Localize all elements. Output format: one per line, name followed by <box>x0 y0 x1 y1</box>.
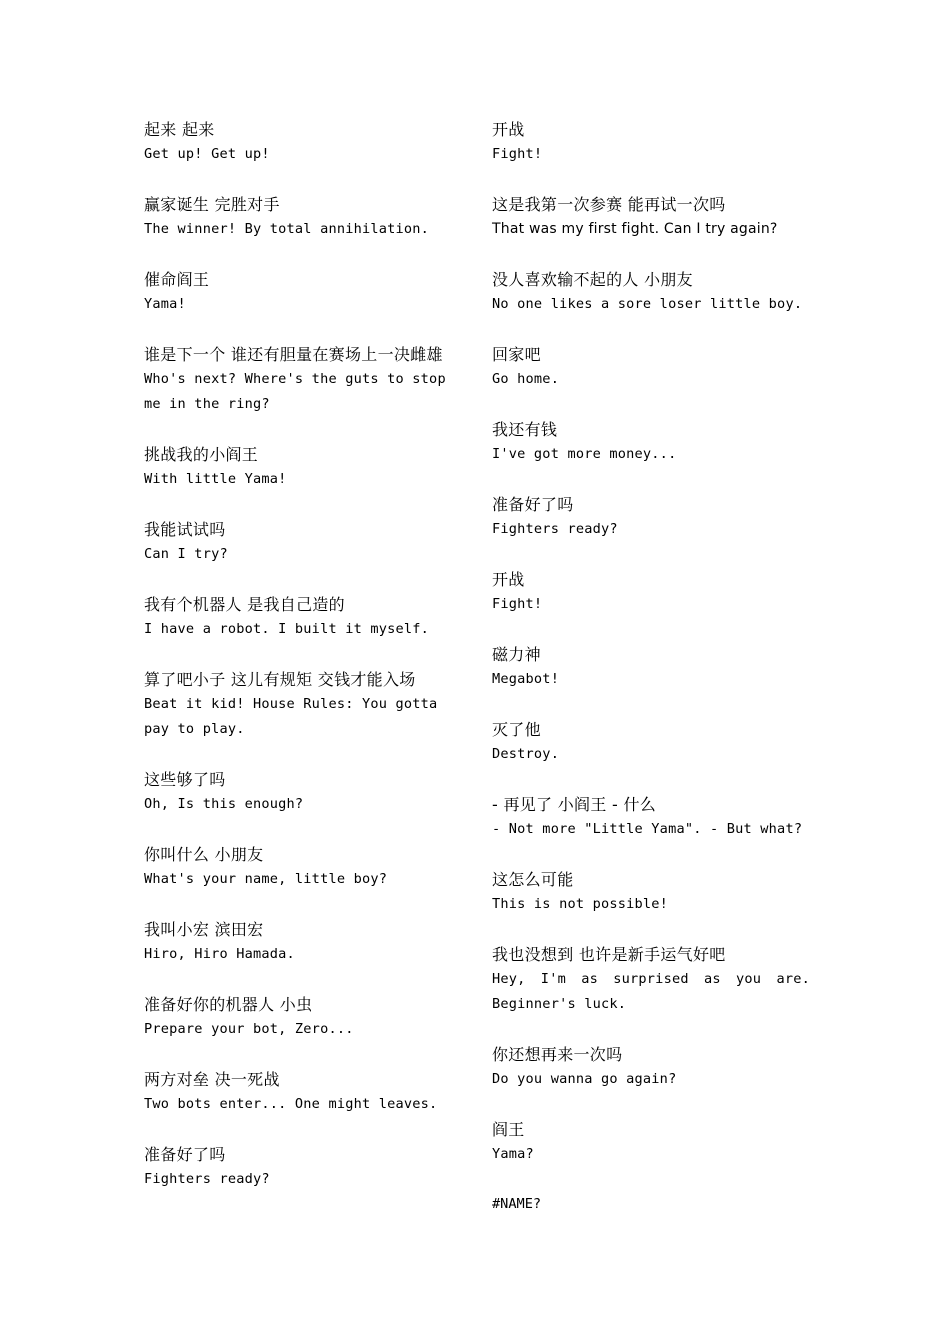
chinese-line: 催命阎王 <box>144 270 210 289</box>
english-line: Destroy. <box>492 746 560 762</box>
chinese-line: 准备好了吗 <box>492 495 574 514</box>
english-line: Prepare your bot, Zero... <box>144 1021 354 1037</box>
english-line: Hey, I'm as surprised as you are. Beginner's luck. <box>492 971 810 1012</box>
subtitle-entry <box>492 117 810 167</box>
english-line: No one likes a sore loser little boy. <box>492 296 803 312</box>
english-line: I've got more money... <box>492 446 677 462</box>
subtitle-entry <box>144 517 462 567</box>
english-line: Yama? <box>492 1146 534 1162</box>
right-column <box>492 117 810 1217</box>
chinese-line: 起来 起来 <box>144 120 215 139</box>
trailing-text: #NAME? <box>492 1196 542 1212</box>
subtitle-entry <box>492 192 810 242</box>
subtitle-entry <box>492 567 810 617</box>
english-line: Yama! <box>144 296 186 312</box>
chinese-line: 我叫小宏 滨田宏 <box>144 920 264 939</box>
english-line: Do you wanna go again? <box>492 1071 677 1087</box>
subtitle-entry <box>144 1142 462 1192</box>
chinese-line: 磁力神 <box>492 645 541 664</box>
english-line: Go home. <box>492 371 560 387</box>
subtitle-entry <box>144 842 462 892</box>
chinese-line: 我还有钱 <box>492 420 558 439</box>
chinese-line: 我有个机器人 是我自己造的 <box>144 595 345 614</box>
subtitle-entry <box>144 117 462 167</box>
subtitle-entry <box>144 667 462 742</box>
chinese-line: 谁是下一个 谁还有胆量在赛场上一决雌雄 <box>144 345 443 364</box>
chinese-line: 回家吧 <box>492 345 541 364</box>
english-line: Fight! <box>492 146 543 162</box>
english-line: Get up! Get up! <box>144 146 270 162</box>
english-line: Beat it kid! House Rules: You gotta pay to play. <box>144 696 438 737</box>
chinese-line: 算了吧小子 这儿有规矩 交钱才能入场 <box>144 670 416 689</box>
chinese-line: 这是我第一次参赛 能再试一次吗 <box>492 195 726 214</box>
chinese-line: 这些够了吗 <box>144 770 226 789</box>
subtitle-entry <box>144 767 462 817</box>
subtitle-entry <box>492 942 810 1017</box>
chinese-line: 你叫什么 小朋友 <box>144 845 264 864</box>
chinese-line: 灭了他 <box>492 720 541 739</box>
subtitle-entry <box>492 342 810 392</box>
subtitle-entry <box>492 1117 810 1167</box>
english-line: - Not more "Little Yama". - But what? <box>492 821 803 837</box>
subtitle-entry <box>144 917 462 967</box>
chinese-line: - 再见了 小阎王 - 什么 <box>492 795 657 814</box>
chinese-line: 没人喜欢输不起的人 小朋友 <box>492 270 693 289</box>
subtitle-entry <box>144 267 462 317</box>
left-column <box>144 117 462 1217</box>
english-line: Two bots enter... One might leaves. <box>144 1096 438 1112</box>
subtitle-entry <box>492 417 810 467</box>
english-line: The winner! By total annihilation. <box>144 221 430 237</box>
chinese-line: 赢家诞生 完胜对手 <box>144 195 280 214</box>
subtitle-entry <box>492 792 810 842</box>
chinese-line: 准备好你的机器人 小虫 <box>144 995 313 1014</box>
subtitle-entry <box>144 992 462 1042</box>
english-line: This is not possible! <box>492 896 669 912</box>
subtitle-entry <box>492 267 810 317</box>
english-line: Fighters ready? <box>144 1171 270 1187</box>
english-line: Can I try? <box>144 546 228 562</box>
chinese-line: 你还想再来一次吗 <box>492 1045 623 1064</box>
subtitle-entry <box>144 192 462 242</box>
english-line: Oh, Is this enough? <box>144 796 304 812</box>
subtitle-entry <box>492 642 810 692</box>
english-line: What's your name, little boy? <box>144 871 388 887</box>
english-line: Hiro, Hiro Hamada. <box>144 946 295 962</box>
subtitle-entry <box>492 1042 810 1092</box>
english-line: Fight! <box>492 596 543 612</box>
chinese-line: 我能试试吗 <box>144 520 226 539</box>
chinese-line: 开战 <box>492 570 525 589</box>
subtitle-entry <box>492 867 810 917</box>
english-line: With little Yama! <box>144 471 287 487</box>
subtitle-entry <box>144 1067 462 1117</box>
chinese-line: 准备好了吗 <box>144 1145 226 1164</box>
chinese-line: 阎王 <box>492 1120 525 1139</box>
chinese-line: 挑战我的小阎王 <box>144 445 259 464</box>
chinese-line: 开战 <box>492 120 525 139</box>
english-line: I have a robot. I built it myself. <box>144 621 430 637</box>
subtitle-entry <box>144 342 462 417</box>
subtitle-entry <box>492 717 810 767</box>
chinese-line: 这怎么可能 <box>492 870 574 889</box>
subtitle-entry <box>492 492 810 542</box>
chinese-line: 我也没想到 也许是新手运气好吧 <box>492 945 726 964</box>
english-line: Megabot! <box>492 671 560 687</box>
chinese-line: 两方对垒 决一死战 <box>144 1070 280 1089</box>
subtitle-entry <box>144 442 462 492</box>
subtitle-entry <box>144 592 462 642</box>
english-line: Fighters ready? <box>492 521 618 537</box>
english-line: That was my first fight. Can I try again? <box>492 221 778 237</box>
english-line: Who's next? Where's the guts to stop me in the ring? <box>144 371 446 412</box>
